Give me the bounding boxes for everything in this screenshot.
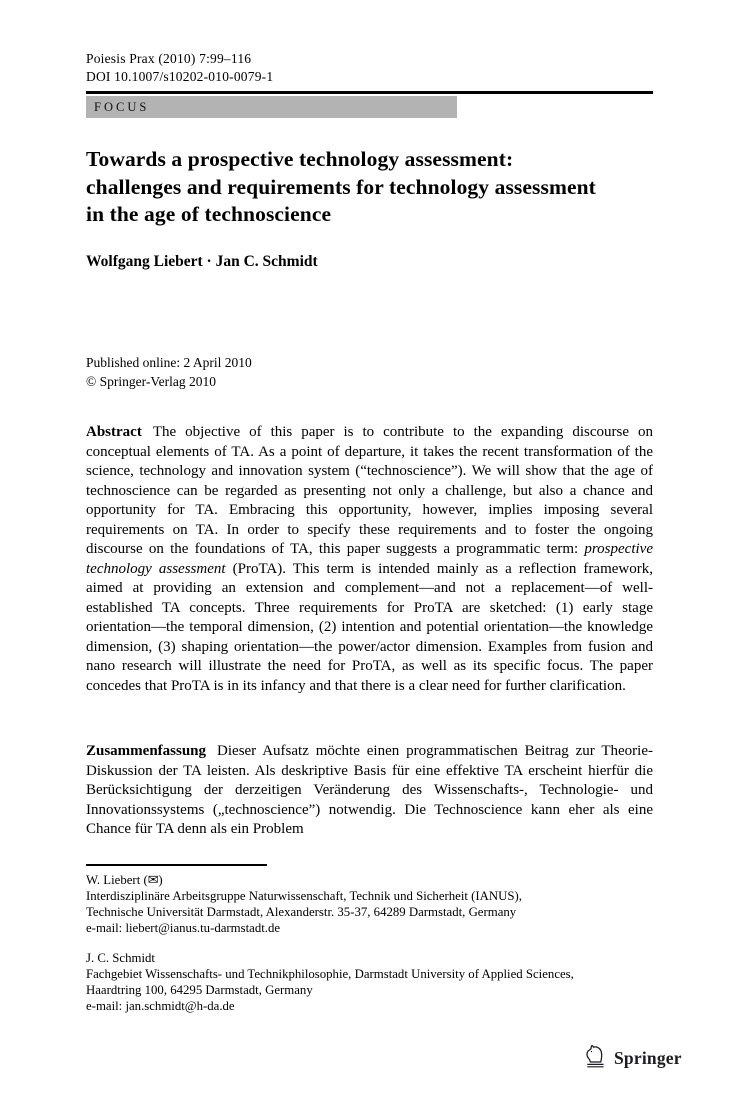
footnote-author2 [86,950,653,1014]
footnote-author1 [86,872,653,936]
footnote-author1-affiliation-1: Interdisziplinäre Arbeitsgruppe Naturwissenschaft, Technik und Sicherheit (IANUS), [86,889,522,903]
title-line-3: in the age of technoscience [86,202,332,226]
abstract-text-part1: The objective of this paper is to contribute to the expanding discourse on conceptual elements of TA. As a point of departure, it takes the recent transformation of the science, technology and innovation system (“technoscience”). We will show that the age of technoscience can be regarded as presenting not only a challenge, but also a chance and opportunity for TA. Embracing this opportunity, however, implies imposing several requirements on TA. In order to specify these requirements and to foster the ongoing discourse on the foundations of TA, this paper suggests a programmatic term: [86,424,653,557]
footnote-author1-name-line [86,872,653,888]
header-rule [86,91,653,94]
zusammenfassung-label: Zusammenfassung [86,743,207,759]
title-line-1: Towards a prospective technology assessment: [86,147,514,171]
zusammenfassung-text: Dieser Aufsatz möchte einen programmatischen Beitrag zur Theorie-Diskussion der TA leisten. Als deskriptive Basis für eine effektive TA erscheint hierfür die Berücksichtigung der derzeitigen Veränderung des Wissenschafts-, Technologie- und Innovationssystems („technoscience”) notwendig. Die Technoscience kann eher als eine Chance für TA denn als ein Problem [86,743,653,837]
abstract-label: Abstract [86,424,142,440]
footnote-author1-affiliation-2: Technische Universität Darmstadt, Alexanderstr. 35-37, 64289 Darmstadt, Germany [86,905,517,919]
author-names: Wolfgang Liebert · Jan C. Schmidt [86,253,318,270]
footnote-author2-email: e-mail: jan.schmidt@h-da.de [86,999,235,1013]
section-label: FOCUS [94,99,150,114]
article-title [86,146,653,229]
envelope-icon: (✉) [143,873,163,887]
section-label-bar [86,96,457,118]
published-online-line: Published online: 2 April 2010 [86,355,252,370]
footnote-author2-name: J. C. Schmidt [86,951,155,965]
abstract-italic-term: prospective technology assessment [86,541,653,577]
abstract-paragraph [86,423,653,696]
footnote-author2-affiliation-1: Fachgebiet Wissenschafts- und Technikphilosophie, Darmstadt University of Applied Sciences, [86,967,574,981]
footnote-author2-affiliation-2: Haardtring 100, 64295 Darmstadt, Germany [86,983,313,997]
springer-horse-icon [583,1043,607,1074]
footnote-author1-email: e-mail: liebert@ianus.tu-darmstadt.de [86,921,281,935]
journal-header [86,50,653,86]
copyright-line: © Springer-Verlag 2010 [86,373,216,389]
springer-logo-text: Springer [614,1048,682,1068]
journal-citation: Poiesis Prax (2010) 7:99–116 [86,51,252,66]
publication-info [86,354,653,391]
springer-logo [583,1043,723,1074]
footnote-rule [86,864,267,866]
zusammenfassung-paragraph [86,742,653,840]
doi-line: DOI 10.1007/s10202-010-0079-1 [86,69,274,84]
abstract-text-part2: (ProTA). This term is intended mainly as a reflection framework, aimed at providing an extension and complement—and not a replacement—of well-established TA concepts. Three requirements for ProTA are sketched: (1) early stage orientation—the temporal dimension, (2) intention and potential orientation—the knowledge dimension, (3) shaping orientation—the power/actor dimension. Examples from fusion and nano research will illustrate the need for ProTA, as well as its specific focus. The paper concedes that ProTA is in its infancy and that there is a clear need for further clarification. [86,560,653,694]
title-line-2: challenges and requirements for technology assessment [86,174,596,199]
footnote-author1-name: W. Liebert [86,873,141,887]
